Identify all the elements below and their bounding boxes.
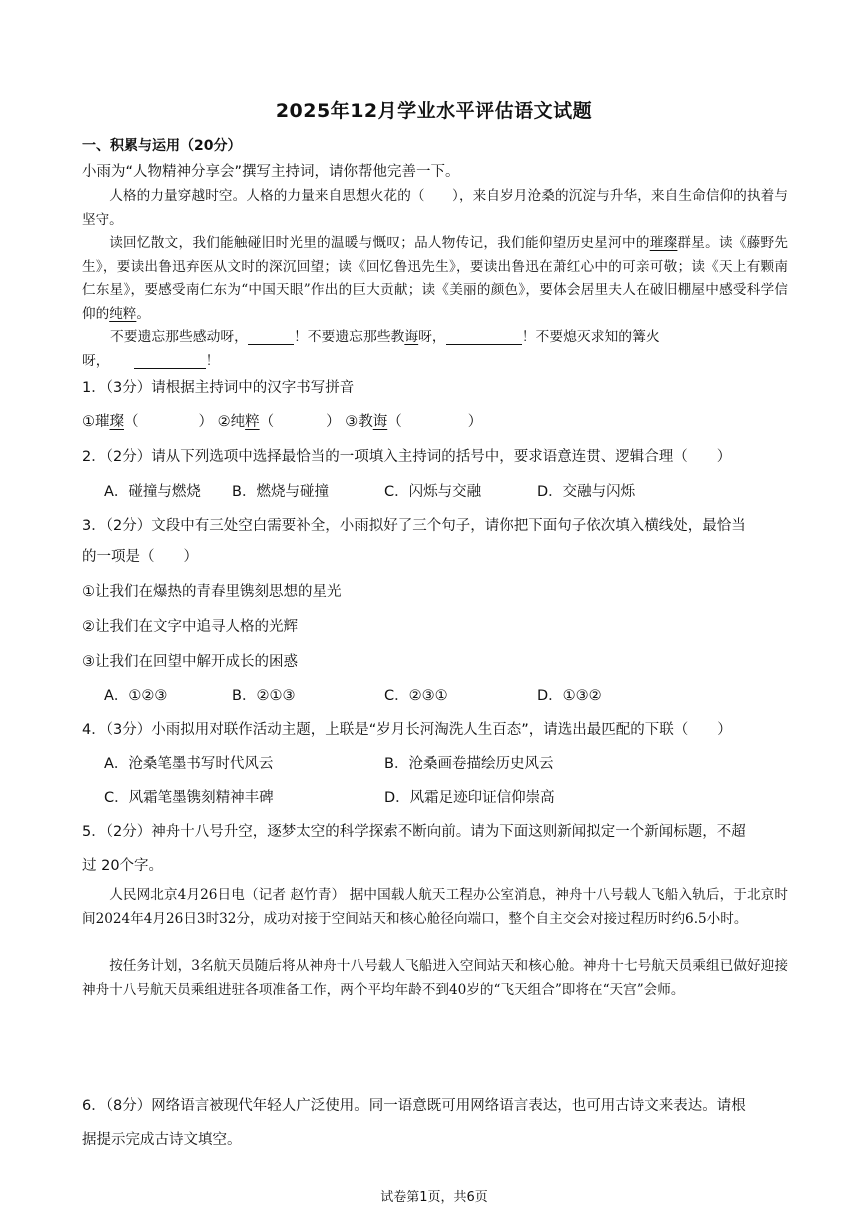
page-title: 2025年12月学业水平评估语文试题: [275, 100, 593, 122]
question-5-stem-line2: 过 20个字。: [82, 858, 164, 874]
intro-text: 小雨为“人物精神分享会”撰写主持词，请你帮他完善一下。: [82, 164, 460, 180]
question-6-stem-line2: 据提示完成古诗文填空。: [82, 1132, 242, 1148]
passage-paragraph-3-line1: 不要遗忘那些感动呀， ！不要遗忘那些教诲呀， ！不要熄灭求知的篝火: [110, 325, 660, 345]
section-heading: 一、积累与运用（20分）: [82, 138, 242, 154]
page-footer: 试卷第1页，共6页: [380, 1190, 488, 1205]
q3-option-a[interactable]: A．①②③: [104, 688, 168, 704]
q3-sentence-1: ①让我们在爆热的青春里镌刻思想的星光: [82, 584, 342, 600]
underlined-word: 璀璨: [649, 235, 678, 251]
question-1-stem: 1．（3分）请根据主持词中的汉字书写拼音: [82, 380, 355, 396]
q4-option-d[interactable]: D．风霜足迹印证信仰崇高: [384, 790, 555, 806]
question-5-stem-line1: 5．（2分）神舟十八号升空，逐梦太空的科学探索不断向前。请为下面这则新闻拟定一个新闻标题，不超: [82, 824, 746, 840]
q3-option-c[interactable]: C．②③①: [384, 688, 448, 704]
question-1-items: ①璀璨（ ） ②纯粹（ ） ③教诲（ ）: [82, 414, 483, 430]
question-6-stem-line1: 6．（8分）网络语言被现代年轻人广泛使用。同一语意既可用网络语言表达，也可用古诗文来表达。请根: [82, 1098, 746, 1114]
q3-option-d[interactable]: D．①③②: [537, 688, 602, 704]
passage-paragraph-3-line2: 呀， ！: [82, 349, 219, 369]
passage-paragraph-2: 读回忆散文，我们能触碰旧时光里的温暖与慨叹；品人物传记，我们能仰望历史星河中的璀璨群星。读《藤野先生》，要读出鲁迅弃医从文时的深沉回望；读《回忆鲁迅先生》，要读出鲁迅在萧红心中的可亲可敬；读《天上有颗南仁东星》，要感受南仁东为“中国天眼”作出的巨大贡献；读《美丽的颜色》，要体会居里夫人在破旧棚屋中感受科学信仰的纯粹。: [82, 235, 789, 322]
q2-option-b[interactable]: B．燃烧与碰撞: [232, 484, 329, 500]
q4-option-c[interactable]: C．风霜笔墨镌刻精神丰碑: [104, 790, 274, 806]
question-3-stem-line2: 的一项是（ ）: [82, 549, 198, 565]
news-paragraph-1: 人民网北京4月26日电（记者 赵竹青） 据中国载人航天工程办公室消息，神舟十八号载人飞船入轨后，于北京时间2024年4月26日3时32分，成功对接于空间站天和核心舱径向端口，整个自主交会对接过程历时约6.5小时。: [82, 887, 788, 927]
fill-blank[interactable]: [248, 326, 294, 345]
q4-option-b[interactable]: B．沧桑画卷描绘历史风云: [384, 756, 554, 772]
underlined-word: 纯粹: [109, 305, 137, 322]
fill-blank[interactable]: [446, 326, 522, 345]
passage-paragraph-1: 人格的力量穿越时空。人格的力量来自思想火花的（ ），来自岁月沧桑的沉淀与升华，来自生命信仰的执着与坚守。: [82, 188, 788, 228]
question-3-stem-line1: 3．（2分）文段中有三处空白需要补全，小雨拟好了三个句子，请你把下面句子依次填入横线处，最恰当: [82, 518, 746, 534]
q3-sentence-3: ③让我们在回望中解开成长的困惑: [82, 654, 298, 670]
fill-blank[interactable]: [134, 350, 206, 369]
question-4-stem: 4．（3分）小雨拟用对联作活动主题，上联是“岁月长河淘洗人生百态”，请选出最匹配的下联（ ）: [82, 722, 732, 738]
q2-option-a[interactable]: A．碰撞与燃烧: [104, 484, 201, 500]
q3-sentence-2: ②让我们在文字中追寻人格的光辉: [82, 619, 298, 635]
question-2-stem: 2．（2分）请从下列选项中选择最恰当的一项填入主持词的括号中，要求语意连贯、逻辑合理（ ）: [82, 449, 732, 465]
q4-option-a[interactable]: A．沧桑笔墨书写时代风云: [104, 756, 274, 772]
q3-option-b[interactable]: B．②①③: [232, 688, 296, 704]
q2-option-c[interactable]: C．闪烁与交融: [384, 484, 482, 500]
news-paragraph-2: 按任务计划，3名航天员随后将从神舟十八号载人飞船进入空间站天和核心舱。神舟十七号航天员乘组已做好迎接神舟十八号航天员乘组进驻各项准备工作，两个平均年龄不到40岁的“飞天组合”即将在“天宫”会师。: [82, 958, 788, 998]
q2-option-d[interactable]: D．交融与闪烁: [537, 484, 636, 500]
